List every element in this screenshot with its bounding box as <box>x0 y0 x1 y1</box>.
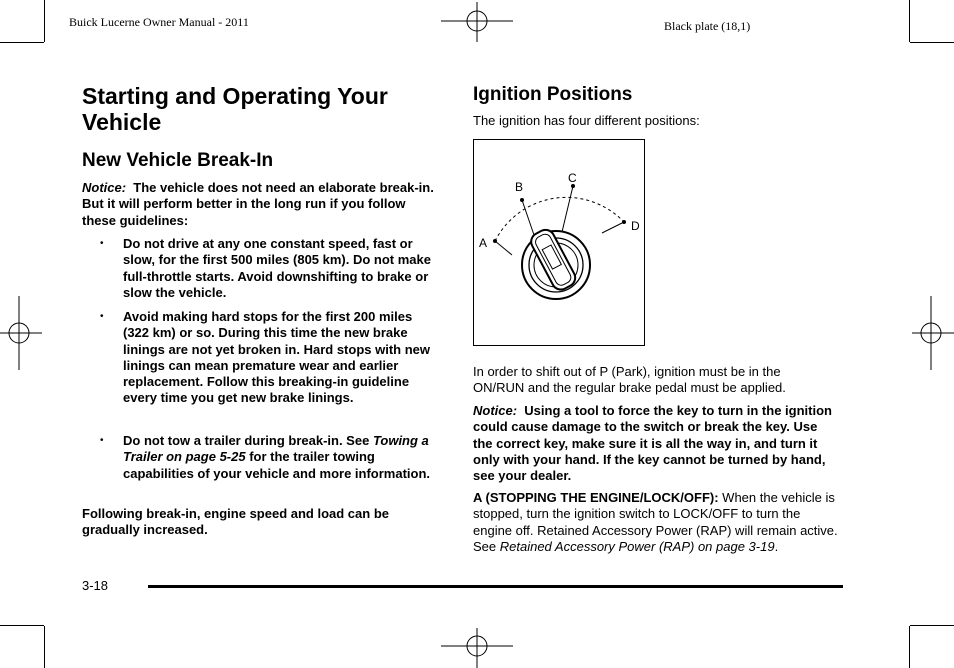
bullet-3-text-a: Do not tow a trailer during break-in. See <box>123 433 373 448</box>
header-manual-title: Buick Lucerne Owner Manual - 2011 <box>69 15 249 29</box>
notice-text-2: Using a tool to force the key to turn in the ignition could cause damage to the switch or break the key. Use the correct key, make sure it is all the way in, and turn it only with your hand. If the key cannot be turned by hand, see your dealer. <box>473 403 832 484</box>
bullet-item-3 <box>123 433 438 482</box>
notice-label-2: Notice: <box>473 403 518 418</box>
ignition-switch-illustration <box>474 140 644 345</box>
registration-mark-right <box>912 296 954 370</box>
crop-mark-br-h <box>910 625 954 626</box>
registration-mark-top <box>441 2 513 42</box>
towing-trailer-link[interactable]: Towing a Trailer on page 5-25 <box>123 433 429 465</box>
rap-link[interactable]: Retained Accessory Power (RAP) on page 3-19 <box>499 538 775 554</box>
closing-paragraph: Following break-in, engine speed and load can be gradually increased. <box>82 506 389 538</box>
chapter-title: Starting and Operating Your Vehicle <box>82 83 388 135</box>
bullet-marker-2: • <box>100 311 104 322</box>
ignition-figure <box>473 139 645 346</box>
registration-mark-bottom <box>441 628 513 668</box>
position-a-label: A (STOPPING THE ENGINE/LOCK/OFF): <box>473 490 719 505</box>
crop-mark-tl-h <box>0 42 44 43</box>
figure-label-c: C <box>568 171 577 185</box>
section-heading-break-in: New Vehicle Break-In <box>82 150 274 171</box>
crop-mark-tl-v <box>44 0 45 42</box>
crop-mark-bl-h <box>0 625 44 626</box>
crop-mark-bl-v <box>44 626 45 668</box>
bullet-marker-3: • <box>100 435 104 446</box>
page-number: 3-18 <box>82 578 109 593</box>
figure-label-a: A <box>479 236 488 250</box>
registration-mark-left <box>0 296 42 370</box>
position-a-end: . <box>774 538 779 554</box>
header-plate-info: Black plate (18,1) <box>664 19 751 33</box>
ignition-intro: The ignition has four different positions: <box>473 113 700 128</box>
bullet-3-text-b: for the trailer towing capabilities of your vehicle and more information. <box>123 449 431 481</box>
notice-text: The vehicle does not need an elaborate break-in. But it will perform better in the long run if you follow these guidelines: <box>82 180 434 228</box>
notice-label: Notice: <box>82 180 127 195</box>
section-heading-ignition: Ignition Positions <box>473 84 633 105</box>
bullet-item-2: Avoid making hard stops for the first 200 miles (322 km) or so. During this time the new brake linings are not yet broken in. Hard stops with new linings can mean premature wear and earlier replacement. Follow this breaking-in guideline every time you get new brake linings. <box>123 309 430 406</box>
bullet-item-1: Do not drive at any one constant speed, fast or slow, for the first 500 miles (805 km). Do not make full-throttle starts. Avoid downshifting to brake or slow the vehicle. <box>123 236 432 300</box>
position-a-text: When the vehicle is stopped, turn the ignition switch to LOCK/OFF to turn the engine off. Retained Accessory Power (RAP) will remain active. See <box>473 490 838 554</box>
figure-label-b: B <box>515 180 524 194</box>
notice-paragraph-ignition <box>473 403 833 484</box>
footer-rule <box>148 585 843 588</box>
crop-mark-br-v <box>909 626 910 668</box>
notice-paragraph-break-in <box>82 180 438 229</box>
position-a-paragraph <box>473 490 838 555</box>
shift-paragraph: In order to shift out of P (Park), ignition must be in the ON/RUN and the regular brake pedal must be applied. <box>473 364 786 396</box>
figure-label-d: D <box>631 219 640 233</box>
crop-mark-tr-v <box>909 0 910 42</box>
bullet-marker-1: • <box>100 238 104 249</box>
crop-mark-tr-h <box>910 42 954 43</box>
